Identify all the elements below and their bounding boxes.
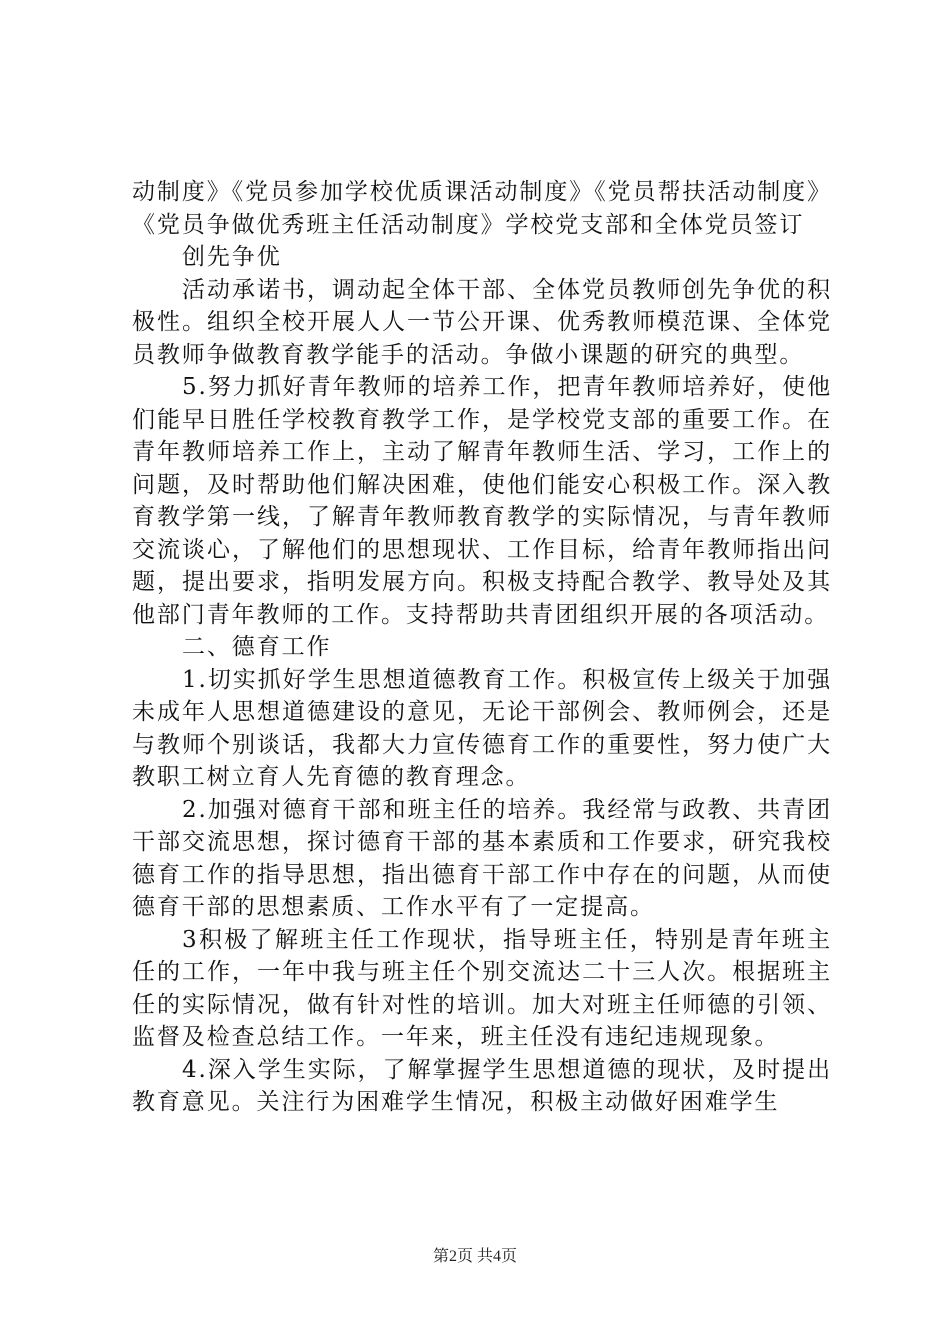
paragraph-continuation: 动制度》《党员参加学校优质课活动制度》《党员帮扶活动制度》《党员争做优秀班主任活动制度》学校党支部和全体党员签订 [132, 179, 832, 238]
paragraph-item-2: 2.加强对德育干部和班主任的培养。我经常与政教、共青团干部交流思想，探讨德育干部的基本素质和工作要求，研究我校德育工作的指导思想，指出德育干部工作中存在的问题，从而使德育干部的思想素质、工作水平有了一定提高。 [132, 796, 832, 920]
paragraph-activity-pledge: 活动承诺书，调动起全体干部、全体党员教师创先争优的积极性。组织全校开展人人一节公开课、优秀教师模范课、全体党员教师争做教育教学能手的活动。争做小课题的研究的典型。 [132, 276, 832, 368]
paragraph-item-3: 3积极了解班主任工作现状，指导班主任，特别是青年班主任的工作，一年中我与班主任个别交流达二十三人次。根据班主任的实际情况，做有针对性的培训。加大对班主任师德的引领、监督及检查总结工作。一年来，班主任没有违纪违规现象。 [132, 926, 832, 1050]
paragraph-item-5: 5.努力抓好青年教师的培养工作，把青年教师培养好，使他们能早日胜任学校教育教学工作，是学校党支部的重要工作。在青年教师培养工作上，主动了解青年教师生活、学习，工作上的问题，及时帮助他们解决困难，使他们能安心积极工作。深入教育教学第一线，了解青年教师教育教学的实际情况，与青年教师交流谈心，了解他们的思想现状、工作目标，给青年教师指出问题，提出要求，指明发展方向。积极支持配合教学、教导处及其他部门青年教师的工作。支持帮助共青团组织开展的各项活动。 [132, 374, 832, 628]
document-body [132, 176, 832, 1119]
page-number-footer: 第2页 共4页 [432, 1248, 517, 1265]
paragraph-heading-chuangxian: 创先争优 [182, 244, 282, 270]
section-heading-moral-education: 二、德育工作 [182, 634, 332, 660]
paragraph-item-1: 1.切实抓好学生思想道德教育工作。积极宣传上级关于加强未成年人思想道德建设的意见，无论干部例会、教师例会，还是与教师个别谈话，我都大力宣传德育工作的重要性，努力使广大教职工树立育人先育德的教育理念。 [132, 666, 832, 790]
paragraph-item-4: 4.深入学生实际，了解掌握学生思想道德的现状，及时提出教育意见。关注行为困难学生情况，积极主动做好困难学生 [132, 1056, 832, 1115]
